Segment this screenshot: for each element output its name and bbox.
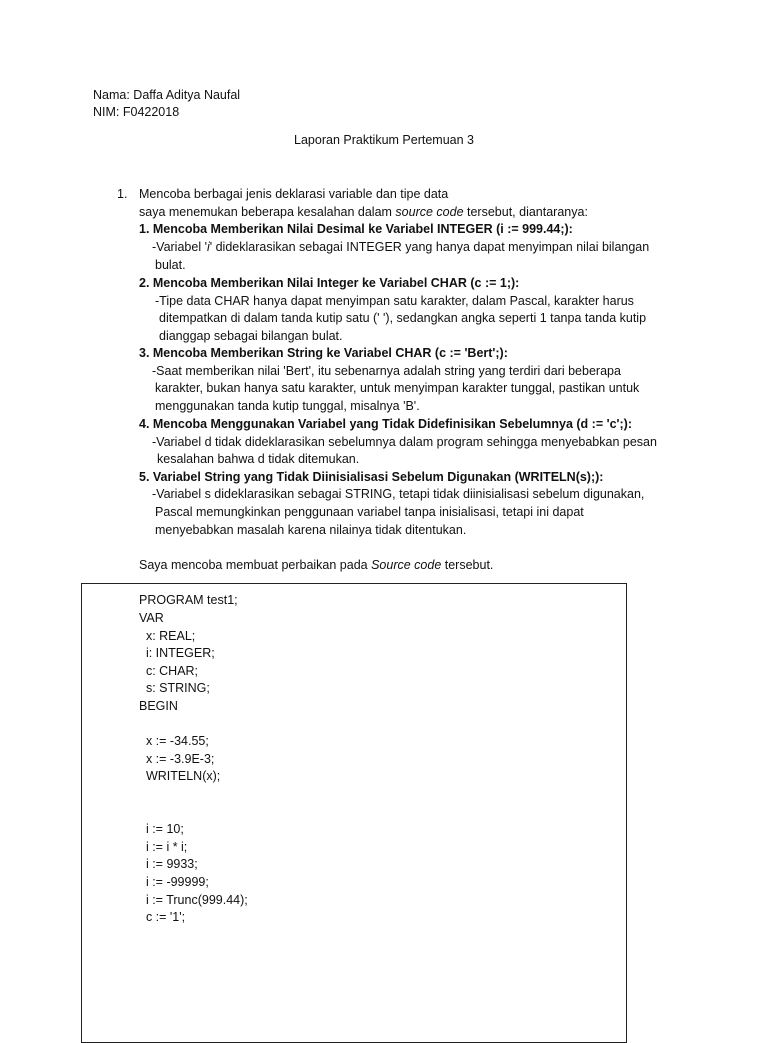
item-5-line-2: Pascal memungkinkan penggunaan variabel tanpa inisialisasi, tetapi ini dapat [155, 505, 584, 519]
intro-text-emphasis: source code [395, 205, 464, 219]
code-line: i := -99999; [139, 875, 209, 889]
student-nim: NIM: F0422018 [93, 105, 180, 119]
code-line: s: STRING; [139, 681, 210, 695]
item-heading-5: 5. Variabel String yang Tidak Diinisialisasi Sebelum Digunakan (WRITELN(s);): [139, 470, 604, 484]
code-line: PROGRAM test1; [139, 593, 238, 607]
code-line: i := 10; [139, 822, 184, 836]
code-line: BEGIN [139, 699, 178, 713]
item-5-line-3: menyebabkan masalah karena nilainya tidak ditentukan. [155, 523, 467, 537]
code-line: i := i * i; [139, 840, 188, 854]
code-line: i := 9933; [139, 857, 198, 871]
fix-text-emphasis: Source code [371, 558, 442, 572]
code-line: c: CHAR; [139, 664, 199, 678]
item-3-line-2: karakter, bukan hanya satu karakter, untuk menyimpan karakter tunggal, pastikan untuk [155, 381, 640, 395]
section-intro-2 [139, 204, 588, 222]
item-4-line-1: -Variabel d tidak dideklarasikan sebelumnya dalam program sehingga menyebabkan pesan [152, 435, 657, 449]
item-2-line-3: dianggap sebagai bilangan bulat. [159, 329, 343, 343]
code-line: i := Trunc(999.44); [139, 893, 248, 907]
report-title: Laporan Praktikum Pertemuan 3 [294, 133, 474, 147]
item-heading-4: 4. Mencoba Menggunakan Variabel yang Tidak Didefinisikan Sebelumnya (d := 'c';): [139, 417, 632, 431]
code-line: x: REAL; [139, 629, 196, 643]
item-heading-3: 3. Mencoba Memberikan String ke Variabel CHAR (c := 'Bert';): [139, 346, 508, 360]
section-intro-1: Mencoba berbagai jenis deklarasi variable dan tipe data [139, 187, 449, 201]
code-line: WRITELN(x); [139, 769, 221, 783]
item-1-line-2: bulat. [155, 258, 186, 272]
section-number: 1. [117, 187, 128, 201]
item-2-line-1: -Tipe data CHAR hanya dapat menyimpan satu karakter, dalam Pascal, karakter harus [155, 294, 634, 308]
item-1-text-post: ' dideklarasikan sebagai INTEGER yang hanya dapat menyimpan nilai bilangan [209, 240, 650, 254]
fix-text-pre: Saya mencoba membuat perbaikan pada [139, 558, 372, 572]
code-line: VAR [139, 611, 164, 625]
item-1-text-pre: -Variabel ' [152, 240, 207, 254]
intro-text-pre: saya menemukan beberapa kesalahan dalam [139, 205, 396, 219]
student-name: Nama: Daffa Aditya Naufal [93, 88, 241, 102]
intro-text-post: tersebut, diantaranya: [463, 205, 588, 219]
item-heading-1: 1. Mencoba Memberikan Nilai Desimal ke Variabel INTEGER (i := 999.44;): [139, 222, 573, 236]
code-line: x := -34.55; [139, 734, 209, 748]
item-3-line-3: menggunakan tanda kutip tunggal, misalnya 'B'. [155, 399, 420, 413]
fix-statement [139, 557, 493, 575]
item-2-line-2: ditempatkan di dalam tanda kutip satu (' '), sedangkan angka seperti 1 tanpa tanda kutip [159, 311, 647, 325]
item-5-line-1: -Variabel s dideklarasikan sebagai STRING, tetapi tidak diinisialisasi sebelum digunakan, [152, 487, 645, 501]
code-line: i: INTEGER; [139, 646, 215, 660]
fix-text-post: tersebut. [441, 558, 494, 572]
item-1-text-emphasis: i [206, 240, 210, 254]
item-4-line-2: kesalahan bahwa d tidak ditemukan. [157, 452, 360, 466]
item-1-line-1 [152, 239, 649, 257]
code-line: c := '1'; [139, 910, 186, 924]
item-3-line-1: -Saat memberikan nilai 'Bert', itu sebenarnya adalah string yang terdiri dari beberapa [152, 364, 621, 378]
source-code-box [81, 583, 627, 1043]
item-heading-2: 2. Mencoba Memberikan Nilai Integer ke Variabel CHAR (c := 1;): [139, 276, 520, 290]
code-line: x := -3.9E-3; [139, 752, 215, 766]
